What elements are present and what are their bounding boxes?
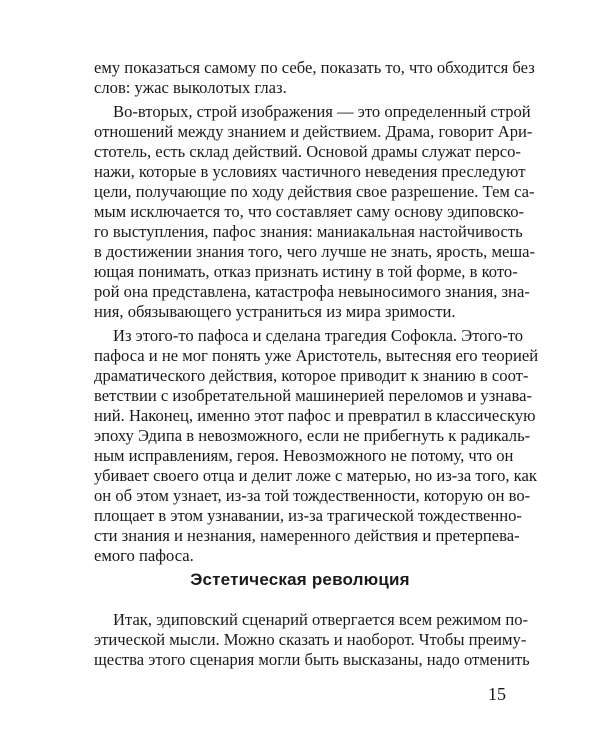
text-line: отношений между знанием и действием. Драма, говорит Ари- — [94, 122, 533, 141]
text-line: мым исключается то, что составляет саму основу эдиповско- — [94, 202, 525, 221]
text-line: этической мысли. Можно сказать и наоборот. Чтобы преиму- — [94, 630, 527, 649]
text-line: цели, получающие по ходу действия свое разрешение. Тем са- — [94, 182, 535, 201]
text-line: он об этом узнает, из-за той тождественности, которую он во- — [94, 486, 531, 505]
text-line: Из этого-то пафоса и сделана трагедия Софокла. Этого-то — [113, 326, 524, 345]
text-line: пафоса и не мог понять уже Аристотель, вытесняя его теорией — [94, 346, 539, 365]
page-number: 15 — [488, 684, 506, 704]
text-line: ющая понимать, отказ признать истину в той форме, в кото- — [94, 262, 518, 281]
text-line: площает в этом узнавании, из-за трагической тождественно- — [94, 506, 522, 525]
text-line: щества этого сценария могли быть высказаны, надо отменить — [94, 650, 530, 669]
section-heading: Эстетическая революция — [190, 570, 410, 589]
text-line: стотель, есть склад действий. Основой драмы служат персо- — [94, 142, 521, 161]
text-line: рой она представлена, катастрофа невыносимого знания, зна- — [94, 282, 530, 301]
text-line: Во-вторых, строй изображения — это определенный строй — [113, 102, 531, 121]
text-line: емого пафоса. — [94, 546, 194, 565]
text-line: эпоху Эдипа в невозможного, если не прибегнуть к радикаль- — [94, 426, 531, 445]
text-line: Итак, эдиповский сценарий отвергается всем режимом по- — [113, 610, 529, 629]
text-line: драматического действия, которое приводит к знанию в соот- — [94, 366, 529, 385]
text-line: го выступления, пафос знания: маниакальная настойчивость — [94, 222, 523, 241]
text-line: в достижении знания того, чего лучше не знать, ярость, меша- — [94, 242, 535, 261]
text-line: нажи, которые в условиях частичного неведения преследуют — [94, 162, 526, 181]
text-line: ему показаться самому по себе, показать то, что обходится без — [94, 58, 535, 77]
text-line: ветствии с изобретательной машинерией переломов и узнава- — [94, 386, 533, 405]
text-line: ния, обязывающего устраниться из мира зримости. — [94, 302, 456, 321]
text-line: сти знания и незнания, намеренного действия и претерпева- — [94, 526, 520, 545]
text-line: ным исправлениям, героя. Невозможного не потому, что он — [94, 446, 514, 465]
text-line: ний. Наконец, именно этот пафос и превратил в классическую — [94, 406, 536, 425]
text-line: убивает своего отца и делит ложе с матерью, но из-за того, как — [94, 466, 537, 485]
text-line: слов: ужас выколотых глаз. — [94, 78, 287, 97]
